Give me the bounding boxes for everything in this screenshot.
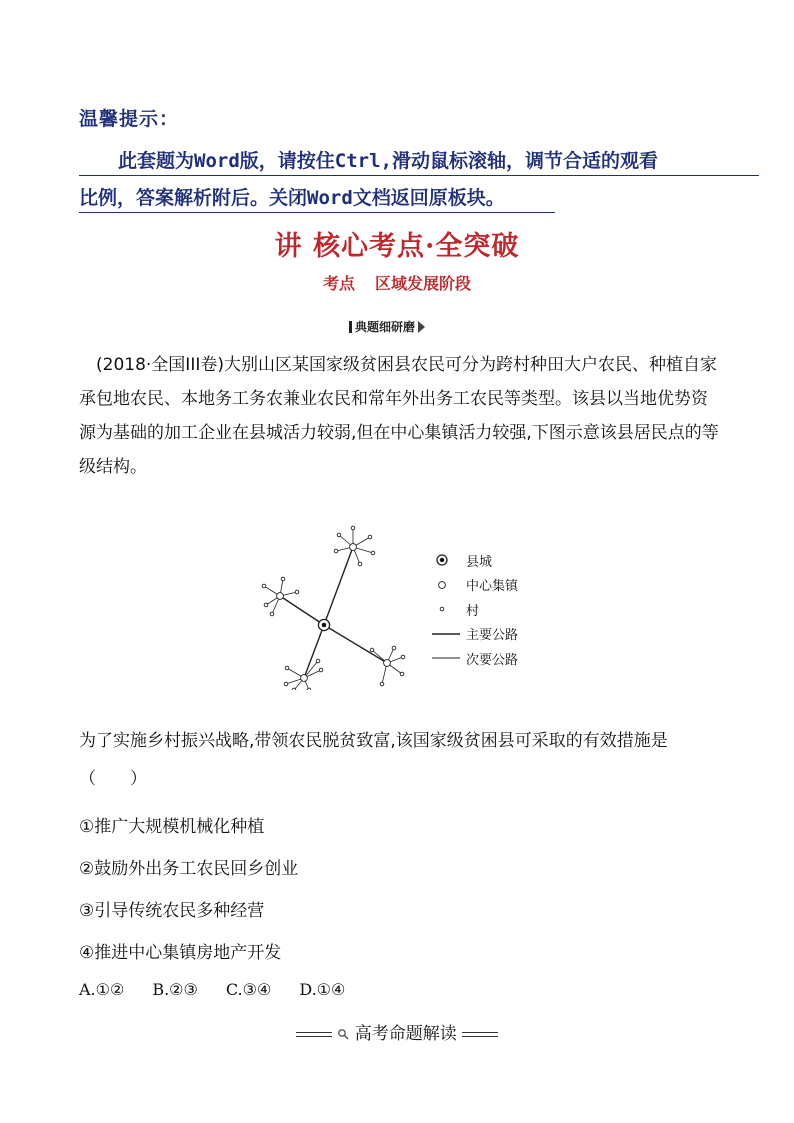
main-road <box>324 625 387 663</box>
settlement-hierarchy-diagram <box>260 520 430 690</box>
section-footer <box>0 1019 794 1044</box>
legend-village-label: 村 <box>466 603 480 619</box>
badge-label: 典题细研磨 <box>355 320 416 334</box>
footer-label: 高考命题解读 <box>354 1024 457 1044</box>
legend-village <box>432 597 518 622</box>
central-town-icon <box>432 580 452 590</box>
option-4: ④推进中心集镇房地产开发 <box>79 943 282 963</box>
tip-line-2: 比例，答案解析附后。关闭Word文档返回原板块。 <box>79 183 555 213</box>
section-badge <box>349 318 425 335</box>
diagram-legend <box>432 548 518 671</box>
legend-county <box>432 548 518 573</box>
badge-bar-icon <box>349 321 352 333</box>
choice-a[interactable]: A.①② <box>79 980 125 999</box>
main-road <box>280 596 324 625</box>
question-intro: (2018·全国III卷)大别山区某国家级贫困县农民可分为跨村种田大户农民、种植自家承包地农民、本地务工务农兼业农民和常年外出务工农民等类型。该县以当地优势资源为基础的加工企业在县城活力较弱,但在中心集镇活力较强,下图示意该县居民点的等级结构。 <box>79 355 719 477</box>
central-town-marker <box>384 660 391 667</box>
central-town-marker <box>350 544 357 551</box>
double-rule-right <box>462 1032 498 1037</box>
option-2: ②鼓励外出务工农民回乡创业 <box>79 859 299 879</box>
legend-town-label: 中心集镇 <box>466 579 519 595</box>
central-town-marker <box>277 593 284 600</box>
choice-b[interactable]: B.②③ <box>152 980 198 999</box>
choice-c[interactable]: C.③④ <box>225 980 272 999</box>
minor-road-icon <box>432 656 466 660</box>
question-stem: 为了实施乡村振兴战略,带领农民脱贫致富,该国家级贫困县可采取的有效措施是（ ） <box>79 731 668 789</box>
answer-choices <box>79 980 373 999</box>
county-seat-icon <box>432 554 452 566</box>
option-1: ①推广大规模机械化种植 <box>79 817 265 837</box>
section-heading: 讲 核心考点·全突破 <box>274 231 520 262</box>
legend-town <box>432 573 518 598</box>
badge-arrow-icon <box>418 321 425 333</box>
legend-minor-road-label: 次要公路 <box>466 652 519 668</box>
option-3: ③引导传统农民多种经营 <box>79 901 265 921</box>
subheading-label: 考点 <box>322 274 355 293</box>
tip-line-1: 此套题为Word版，请按住Ctrl,滑动鼠标滚轴，调节合适的观看 <box>79 146 759 176</box>
legend-minor-road <box>432 646 518 671</box>
legend-main-road <box>432 622 518 647</box>
choice-d[interactable]: D.①④ <box>299 980 346 999</box>
legend-county-label: 县城 <box>466 554 493 570</box>
village-icon <box>432 606 452 612</box>
main-road <box>324 547 353 625</box>
tip-title: 温馨提示： <box>79 108 180 130</box>
magnifier-icon <box>337 1024 354 1044</box>
main-road-icon <box>432 632 466 636</box>
central-town-marker <box>301 675 308 682</box>
section-subheading <box>0 271 794 294</box>
subheading-topic: 区域发展阶段 <box>375 274 472 293</box>
double-rule-left <box>296 1032 332 1037</box>
legend-main-road-label: 主要公路 <box>466 628 519 644</box>
